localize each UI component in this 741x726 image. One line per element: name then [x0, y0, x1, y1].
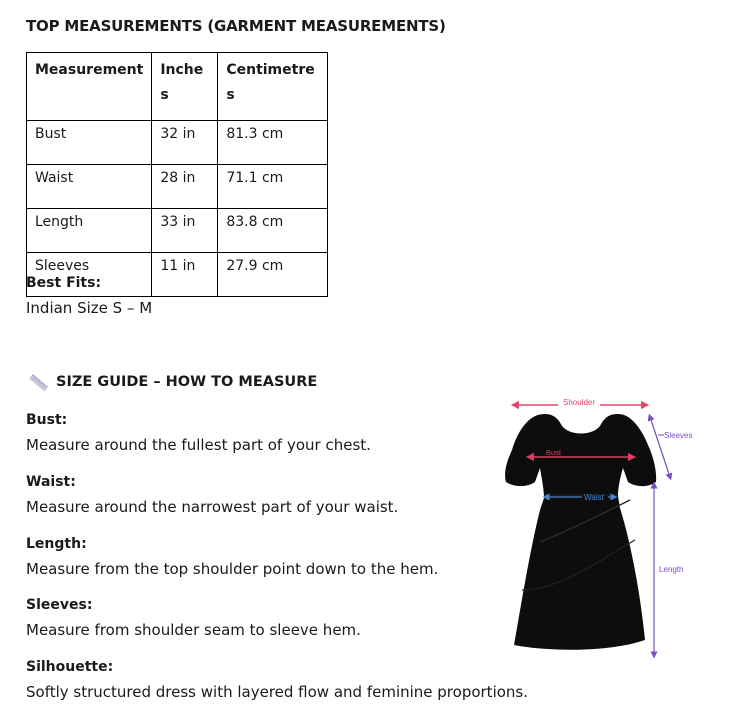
size-guide-heading	[28, 372, 317, 392]
table-row	[27, 165, 328, 209]
section-text: Softly structured dress with layered flow and feminine proportions.	[26, 683, 529, 701]
section-text: Measure around the fullest part of your chest.	[26, 436, 371, 454]
row-inches: 11 in	[152, 253, 218, 297]
row-inches: 33 in	[152, 209, 218, 253]
guide-section-silhouette	[26, 659, 528, 701]
sleeves-label: Sleeves	[664, 431, 693, 440]
section-text: Measure from shoulder seam to sleeve hem.	[26, 621, 361, 639]
row-name: Waist	[27, 165, 152, 209]
best-fits-value: Indian Size S – M	[26, 299, 153, 317]
row-inches: 32 in	[152, 121, 218, 165]
section-label: Silhouette:	[26, 659, 114, 675]
bust-label: Bust	[546, 448, 562, 457]
row-inches: 28 in	[152, 165, 218, 209]
row-cm: 83.8 cm	[218, 209, 328, 253]
section-text: Measure from the top shoulder point down to the hem.	[26, 560, 439, 578]
row-cm: 27.9 cm	[218, 253, 328, 297]
section-label: Length:	[26, 536, 87, 552]
row-name: Sleeves	[27, 253, 152, 297]
measurements-table	[26, 52, 328, 297]
dress-silhouette	[505, 414, 656, 650]
guide-section-sleeves	[26, 597, 361, 639]
shoulder-label: Shoulder	[562, 398, 596, 407]
section-label: Waist:	[26, 474, 76, 490]
page-title: TOP MEASUREMENTS (GARMENT MEASUREMENTS)	[26, 17, 446, 35]
row-cm: 81.3 cm	[218, 121, 328, 165]
size-guide-title: SIZE GUIDE – HOW TO MEASURE	[56, 374, 318, 390]
row-name: Bust	[27, 121, 152, 165]
row-name: Length	[27, 209, 152, 253]
section-label: Bust:	[26, 412, 68, 428]
guide-section-bust	[26, 412, 371, 454]
header-inches: Inche s	[152, 53, 218, 121]
section-text: Measure around the narrowest part of your waist.	[26, 498, 399, 516]
best-fits-label: Best Fits:	[26, 275, 102, 291]
guide-section-waist	[26, 474, 398, 516]
ruler-icon	[28, 372, 48, 392]
dress-measurement-diagram	[500, 390, 715, 660]
header-measurement: Measurement	[27, 53, 152, 121]
waist-label: Waist	[584, 493, 604, 502]
table-row	[27, 209, 328, 253]
length-label: Length	[659, 565, 684, 574]
section-label: Sleeves:	[26, 597, 93, 613]
row-cm: 71.1 cm	[218, 165, 328, 209]
guide-section-length	[26, 536, 438, 578]
header-centimetres: Centimetre s	[218, 53, 328, 121]
table-header-row	[27, 53, 328, 121]
table-row	[27, 121, 328, 165]
